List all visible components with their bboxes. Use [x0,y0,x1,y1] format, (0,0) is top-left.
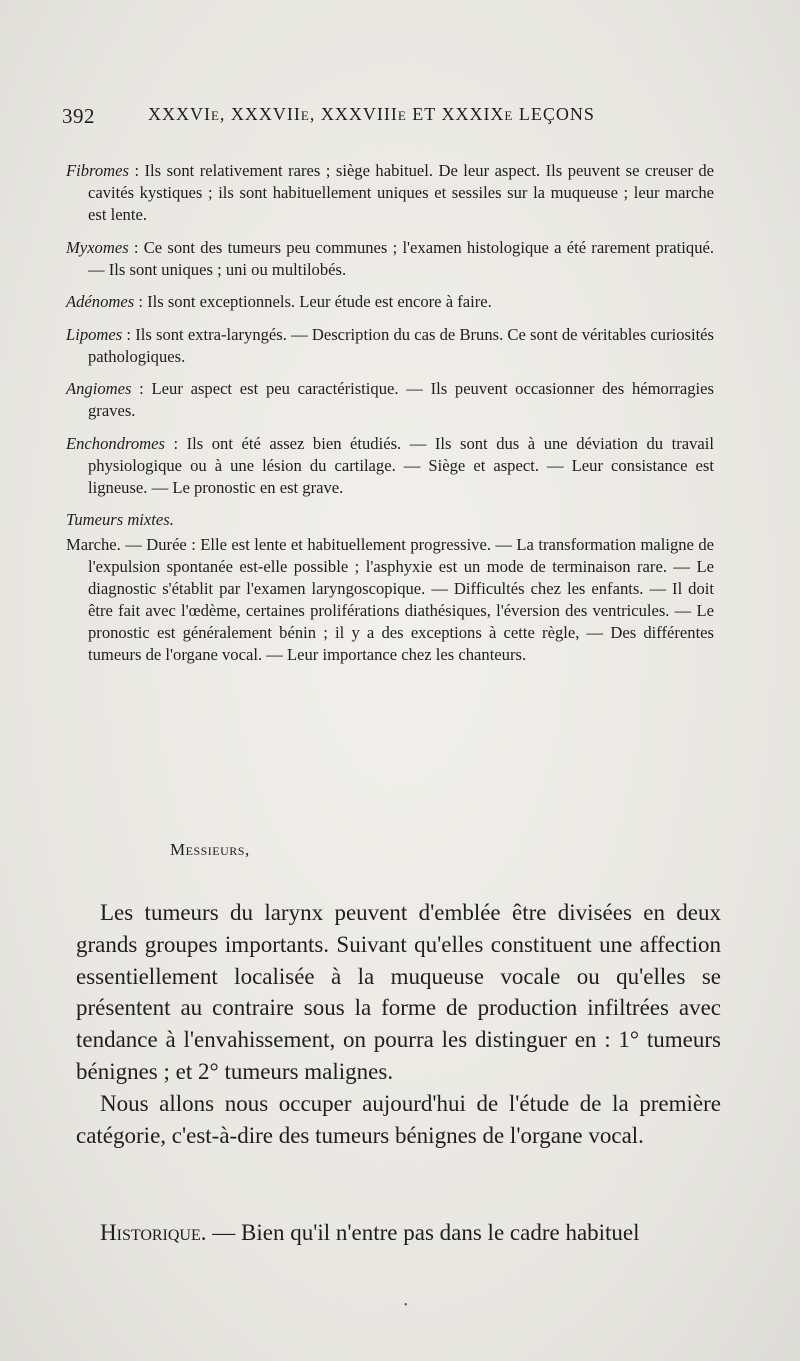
summary-entry-enchondromes [66,433,714,499]
salutation: Messieurs, [170,840,250,859]
summary-entry-fibromes [66,160,714,226]
historique-text: — Bien qu'il n'entre pas dans le cadre habituel [206,1220,640,1245]
entry-text: : Ils ont été assez bien étudiés. — Ils sont dus à une déviation du travail physiologique ou à une lésion du cartilage. — Siège et aspect. — Leur consistance est ligneuse. — Le pronostic en est grave. [88,433,714,497]
summary-marche: Marche. — Durée : Elle est lente et habituellement progressive. — La transformation maligne de l'expulsion spontanée est-elle possible ; l'asphyxie est un mode de terminaison rare. — Le diagnostic s'établit par l'examen laryngoscopique. — Difficultés chez les enfants. — Il doit être fait avec l'œdème, certaines proliférations diathésiques, l'éversion des ventricules. — Le pronostic est généralement bénin ; il y a des exceptions à cette règle, — Des différentes tumeurs de l'organe vocal. — Leur importance chez les chanteurs. [66,535,714,664]
summary-entry-myxomes [66,237,714,281]
entry-term: Myxomes [66,237,129,257]
print-speck: • [404,1300,408,1311]
historique-term: Historique. [100,1220,207,1245]
entry-term: Tumeurs mixtes. [66,510,174,529]
historique-paragraph [100,1220,722,1246]
entry-term: Enchondromes [66,433,165,453]
page-number: 392 [62,104,95,128]
entry-term: Fibromes [66,161,129,180]
entry-text: : Leur aspect est peu caractéristique. — Ils peuvent occasionner des hémorragies graves. [88,379,714,420]
paragraph: Les tumeurs du larynx peuvent d'emblée être divisées en deux grands groupes importants. Suivant qu'elles constituent une affection essentiellement localisée à la muqueuse vocale ou qu'elles se présentent au contraire sous la forme de production infiltrées avec tendance à l'envahissement, on pourra les distinguer en : 1° tumeurs bénignes ; et 2° tumeurs malignes. [76,900,721,1084]
entry-term: Lipomes [66,324,123,344]
lecture-summary [66,160,714,666]
running-title: XXXVIe, XXXVIIe, XXXVIIIe ET XXXIXe LEÇONS [148,104,595,124]
summary-entry-adenomes [66,291,714,313]
entry-text: : Ils sont extra-laryngés. — Description du cas de Bruns. Ce sont de véritables curiosités pathologiques. [88,324,714,366]
entry-term: Angiomes [66,379,132,398]
entry-text: : Ils sont exceptionnels. Leur étude est encore à faire. [134,292,492,311]
paragraph: Nous allons nous occuper aujourd'hui de l'étude de la première catégorie, c'est-à-dire des tumeurs bénignes de l'organe vocal. [76,1090,721,1148]
entry-text: : Ce sont des tumeurs peu communes ; l'examen histologique a été rarement pratiqué. — Ils sont uniques ; uni ou multilobés. [88,237,714,279]
body-text [76,897,721,1151]
summary-entry-lipomes [66,324,714,368]
entry-text: : Ils sont relativement rares ; siège habituel. De leur aspect. Ils peuvent se creuser de cavités kystiques ; ils sont habituellement uniques et sessiles sur la muqueuse ; leur marche est lente. [88,161,714,224]
summary-entry-tumeurs-mixtes [66,509,714,531]
summary-entry-angiomes [66,378,714,422]
entry-term: Adénomes [66,292,135,311]
